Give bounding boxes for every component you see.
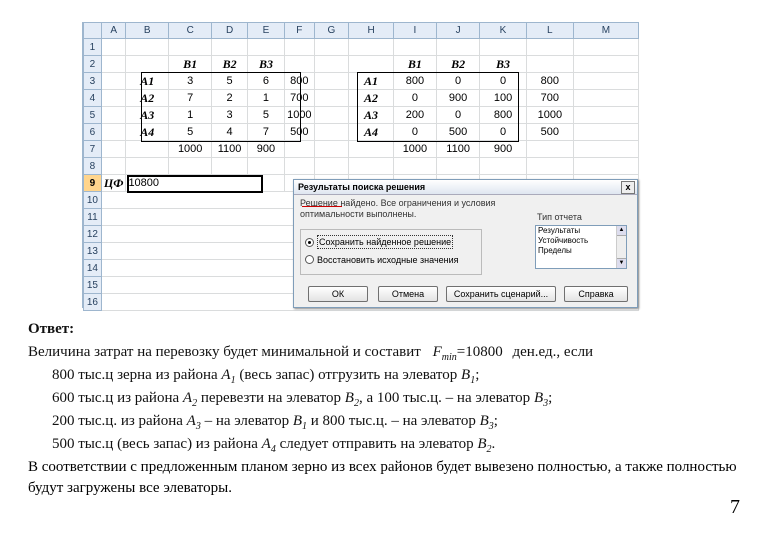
cell-row-label[interactable]: A4 <box>349 124 394 141</box>
report-list-scrollbar[interactable] <box>616 226 626 268</box>
cell-row-label[interactable]: A3 <box>126 107 169 124</box>
region-symbol: A <box>186 413 196 429</box>
cell-row-label[interactable]: A2 <box>349 90 394 107</box>
column-header[interactable]: B <box>126 23 169 39</box>
region-sub: 2 <box>192 398 198 409</box>
row-header[interactable]: 12 <box>84 226 102 243</box>
scroll-up-icon[interactable]: ▲ <box>617 226 626 236</box>
region-symbol: A <box>261 436 271 452</box>
save-scenario-button[interactable]: Сохранить сценарий... <box>446 286 556 302</box>
cell[interactable]: 5 <box>247 107 284 124</box>
cell[interactable] <box>314 141 349 158</box>
message-underline <box>302 206 342 207</box>
cell[interactable] <box>285 56 314 73</box>
elevator-symbol: B <box>533 390 544 406</box>
formula-sub: min <box>441 352 457 363</box>
cell[interactable] <box>314 56 349 73</box>
cell[interactable] <box>101 124 126 141</box>
radio-keep-solution[interactable] <box>305 235 475 249</box>
cell-row-label[interactable]: A1 <box>126 73 169 90</box>
cell[interactable]: 1 <box>169 107 212 124</box>
cell-header-b2[interactable]: B2 <box>212 56 248 73</box>
cell[interactable] <box>247 39 284 56</box>
cell[interactable] <box>526 141 573 158</box>
cell[interactable]: 200 <box>393 107 436 124</box>
formula-value: =10800 <box>456 344 503 360</box>
report-item[interactable]: Результаты <box>538 226 581 235</box>
cell[interactable] <box>101 141 126 158</box>
answer-title: Ответ: <box>28 321 75 337</box>
cell[interactable]: 3 <box>212 107 248 124</box>
cell[interactable]: 1 <box>247 90 284 107</box>
answer-text: 200 тыс.ц. из района <box>52 413 183 429</box>
row-header[interactable]: 7 <box>84 141 102 158</box>
row-header[interactable]: 10 <box>84 192 102 209</box>
cell[interactable]: 3 <box>169 73 212 90</box>
cell[interactable] <box>285 158 314 175</box>
elevator-sub: 1 <box>302 421 308 432</box>
cell[interactable] <box>101 107 126 124</box>
cell[interactable] <box>169 158 212 175</box>
row-header[interactable]: 14 <box>84 260 102 277</box>
cell[interactable]: 7 <box>247 124 284 141</box>
cell[interactable]: 500 <box>285 124 314 141</box>
report-item[interactable]: Устойчивость <box>538 236 589 245</box>
select-all-corner[interactable] <box>84 23 102 39</box>
row-header[interactable]: 15 <box>84 277 102 294</box>
elevator-symbol: B <box>477 436 487 452</box>
column-header[interactable]: F <box>285 23 314 39</box>
cell-header-b2[interactable]: B2 <box>437 56 480 73</box>
answer-text: , а 100 тыс.ц. – на элеватор <box>358 390 531 406</box>
cell[interactable] <box>573 158 638 175</box>
cell[interactable] <box>349 141 394 158</box>
cell[interactable]: 5 <box>169 124 212 141</box>
solution-options-group <box>300 229 482 275</box>
row-header[interactable]: 13 <box>84 243 102 260</box>
punct: ; <box>475 367 480 383</box>
cell[interactable] <box>285 39 314 56</box>
cell[interactable] <box>101 158 126 175</box>
cell[interactable]: 5 <box>212 73 248 90</box>
cell[interactable]: 4 <box>212 124 248 141</box>
row-header[interactable]: 2 <box>84 56 102 73</box>
cell[interactable]: 100 <box>480 90 527 107</box>
elevator-sub: 2 <box>353 398 359 409</box>
cell[interactable] <box>349 158 394 175</box>
cell[interactable] <box>126 56 169 73</box>
elevator-symbol: B <box>344 390 354 406</box>
cell[interactable] <box>349 56 394 73</box>
cell-row-label[interactable]: A1 <box>349 73 394 90</box>
region-sub: 4 <box>270 444 276 455</box>
cell[interactable] <box>573 56 638 73</box>
cell[interactable]: 1000 <box>526 107 573 124</box>
cell[interactable] <box>314 90 349 107</box>
punct: . <box>491 436 496 452</box>
radio-restore-label[interactable]: Восстановить исходные значения <box>317 254 459 265</box>
result-message-line2: оптимальности выполнены. <box>300 209 417 219</box>
cell[interactable]: 1000 <box>285 107 314 124</box>
column-header[interactable]: G <box>314 23 349 39</box>
page-number: 7 <box>730 496 740 518</box>
cell[interactable] <box>573 73 638 90</box>
elevator-sub: 1 <box>470 375 476 386</box>
cell[interactable] <box>314 107 349 124</box>
cell[interactable] <box>126 158 169 175</box>
cell[interactable]: 900 <box>437 90 480 107</box>
dialog-title: Результаты поиска решения <box>298 182 426 192</box>
cell-row-label[interactable]: A2 <box>126 90 169 107</box>
cell[interactable]: 0 <box>480 73 527 90</box>
cell[interactable] <box>437 39 480 56</box>
cell[interactable] <box>101 56 126 73</box>
cell[interactable]: 1100 <box>212 141 248 158</box>
cell[interactable] <box>526 158 573 175</box>
cell-row-label[interactable]: A4 <box>126 124 169 141</box>
answer-text: 600 тыс.ц из района <box>52 390 180 406</box>
cell[interactable]: 800 <box>526 73 573 90</box>
solver-results-dialog[interactable] <box>293 179 638 308</box>
cell[interactable] <box>314 124 349 141</box>
column-header[interactable]: I <box>393 23 436 39</box>
help-button[interactable]: Справка <box>564 286 628 302</box>
column-header[interactable]: L <box>526 23 573 39</box>
dialog-title-bar[interactable] <box>294 180 637 195</box>
cell[interactable] <box>285 141 314 158</box>
row-header[interactable]: 3 <box>84 73 102 90</box>
radio-keep-label[interactable]: Сохранить найденное решение <box>319 237 452 247</box>
row-header[interactable]: 1 <box>84 39 102 56</box>
cell[interactable] <box>126 39 169 56</box>
cell[interactable] <box>169 39 212 56</box>
punct: ; <box>548 390 553 406</box>
row-header[interactable]: 5 <box>84 107 102 124</box>
cell[interactable] <box>212 158 248 175</box>
column-header[interactable]: K <box>480 23 527 39</box>
cell[interactable] <box>314 39 349 56</box>
report-item[interactable]: Пределы <box>538 246 572 255</box>
elevator-sub: 3 <box>543 398 549 409</box>
cell[interactable] <box>212 39 248 56</box>
radio-selected-icon[interactable] <box>305 238 314 247</box>
cell[interactable]: 6 <box>247 73 284 90</box>
answer-text: Величина затрат на перевозку будет минимальной и составит <box>28 344 421 360</box>
cell[interactable]: 0 <box>393 124 436 141</box>
cell[interactable] <box>573 124 638 141</box>
result-message <box>300 198 510 220</box>
row-header[interactable]: 11 <box>84 209 102 226</box>
row-header[interactable]: 6 <box>84 124 102 141</box>
cell[interactable]: 700 <box>285 90 314 107</box>
conclusion-paragraph: В соответствии с предложенным планом зерно из всех районов будет вывезено полностью, а также полностью будут загружены все элеваторы. <box>28 459 737 496</box>
cell[interactable]: 1100 <box>437 141 480 158</box>
cell[interactable]: 500 <box>526 124 573 141</box>
row-header[interactable]: 4 <box>84 90 102 107</box>
cell[interactable] <box>480 158 527 175</box>
region-symbol: A <box>182 390 193 406</box>
column-header[interactable]: D <box>212 23 248 39</box>
cell-header-b1[interactable]: B1 <box>393 56 436 73</box>
elevator-sub: 2 <box>486 444 492 455</box>
cell[interactable] <box>126 141 169 158</box>
cell[interactable] <box>573 39 638 56</box>
cell[interactable]: 7 <box>169 90 212 107</box>
cell[interactable]: 0 <box>437 73 480 90</box>
cell[interactable]: 0 <box>437 107 480 124</box>
cell[interactable] <box>101 90 126 107</box>
answer-block <box>28 318 758 458</box>
cell[interactable]: 900 <box>480 141 527 158</box>
cell[interactable] <box>480 39 527 56</box>
formula-f: F <box>432 344 442 360</box>
column-header[interactable]: C <box>169 23 212 39</box>
cell[interactable]: 0 <box>393 90 436 107</box>
cell[interactable] <box>573 141 638 158</box>
column-header[interactable]: A <box>101 23 126 39</box>
row-header[interactable]: 16 <box>84 294 102 311</box>
cell[interactable]: 2 <box>212 90 248 107</box>
region-sub: 1 <box>230 375 236 386</box>
cell[interactable]: 500 <box>437 124 480 141</box>
cell[interactable] <box>393 39 436 56</box>
answer-text: (весь запас) отгрузить на элеватор <box>239 367 458 383</box>
radio-restore-values[interactable] <box>305 253 475 266</box>
cell[interactable] <box>526 39 573 56</box>
objective-value-cell[interactable]: 10800 <box>126 175 285 192</box>
report-type-label: Тип отчета <box>537 212 582 222</box>
cell[interactable] <box>573 90 638 107</box>
column-header[interactable]: M <box>573 23 638 39</box>
close-icon[interactable]: x <box>621 181 635 194</box>
punct: ; <box>493 413 498 429</box>
objective-label[interactable]: ЦФ <box>101 175 126 192</box>
answer-text: ден.ед., если <box>512 344 594 360</box>
answer-text: и 800 тыс.ц. – на элеватор <box>310 413 476 429</box>
region-sub: 3 <box>195 421 201 432</box>
cell[interactable] <box>101 39 126 56</box>
cell[interactable]: 800 <box>285 73 314 90</box>
elevator-symbol: B <box>479 413 489 429</box>
cell[interactable]: 900 <box>247 141 284 158</box>
cancel-button[interactable]: Отмена <box>378 286 438 302</box>
ok-button[interactable]: ОК <box>308 286 368 302</box>
cell[interactable]: 700 <box>526 90 573 107</box>
answer-text: перевезти на элеватор <box>200 390 342 406</box>
cell[interactable] <box>101 73 126 90</box>
answer-text: 800 тыс.ц зерна из района <box>52 367 218 383</box>
cell[interactable] <box>314 73 349 90</box>
column-header[interactable]: H <box>349 23 394 39</box>
result-message-line1: Решение найдено. Все ограничения и условия <box>300 198 496 208</box>
cell[interactable] <box>393 158 436 175</box>
answer-text: – на элеватор <box>204 413 290 429</box>
elevator-symbol: B <box>292 413 303 429</box>
elevator-sub: 3 <box>488 421 494 432</box>
cell[interactable] <box>573 107 638 124</box>
column-header[interactable]: E <box>247 23 284 39</box>
column-header[interactable]: J <box>437 23 480 39</box>
radio-unselected-icon[interactable] <box>305 255 314 264</box>
cell-header-b3[interactable]: B3 <box>247 56 284 73</box>
cell[interactable] <box>314 158 349 175</box>
region-symbol: A <box>221 367 231 383</box>
report-type-list[interactable] <box>535 225 627 269</box>
cell[interactable]: 1000 <box>393 141 436 158</box>
row-header-selected[interactable]: 9 <box>84 175 102 192</box>
cell-header-b1[interactable]: B1 <box>169 56 212 73</box>
cell[interactable]: 800 <box>393 73 436 90</box>
cell[interactable]: 1000 <box>169 141 212 158</box>
elevator-symbol: B <box>461 367 471 383</box>
scroll-down-icon[interactable]: ▼ <box>618 260 625 266</box>
cell[interactable] <box>349 39 394 56</box>
answer-text: следует отправить на элеватор <box>279 436 474 452</box>
cell[interactable]: 800 <box>480 107 527 124</box>
cell[interactable]: 0 <box>480 124 527 141</box>
row-header[interactable]: 8 <box>84 158 102 175</box>
answer-text: 500 тыс.ц (весь запас) из района <box>52 436 258 452</box>
cell[interactable] <box>437 158 480 175</box>
cell-row-label[interactable]: A3 <box>349 107 394 124</box>
cell[interactable] <box>247 158 284 175</box>
cell[interactable] <box>526 56 573 73</box>
cell-header-b3[interactable]: B3 <box>480 56 527 73</box>
